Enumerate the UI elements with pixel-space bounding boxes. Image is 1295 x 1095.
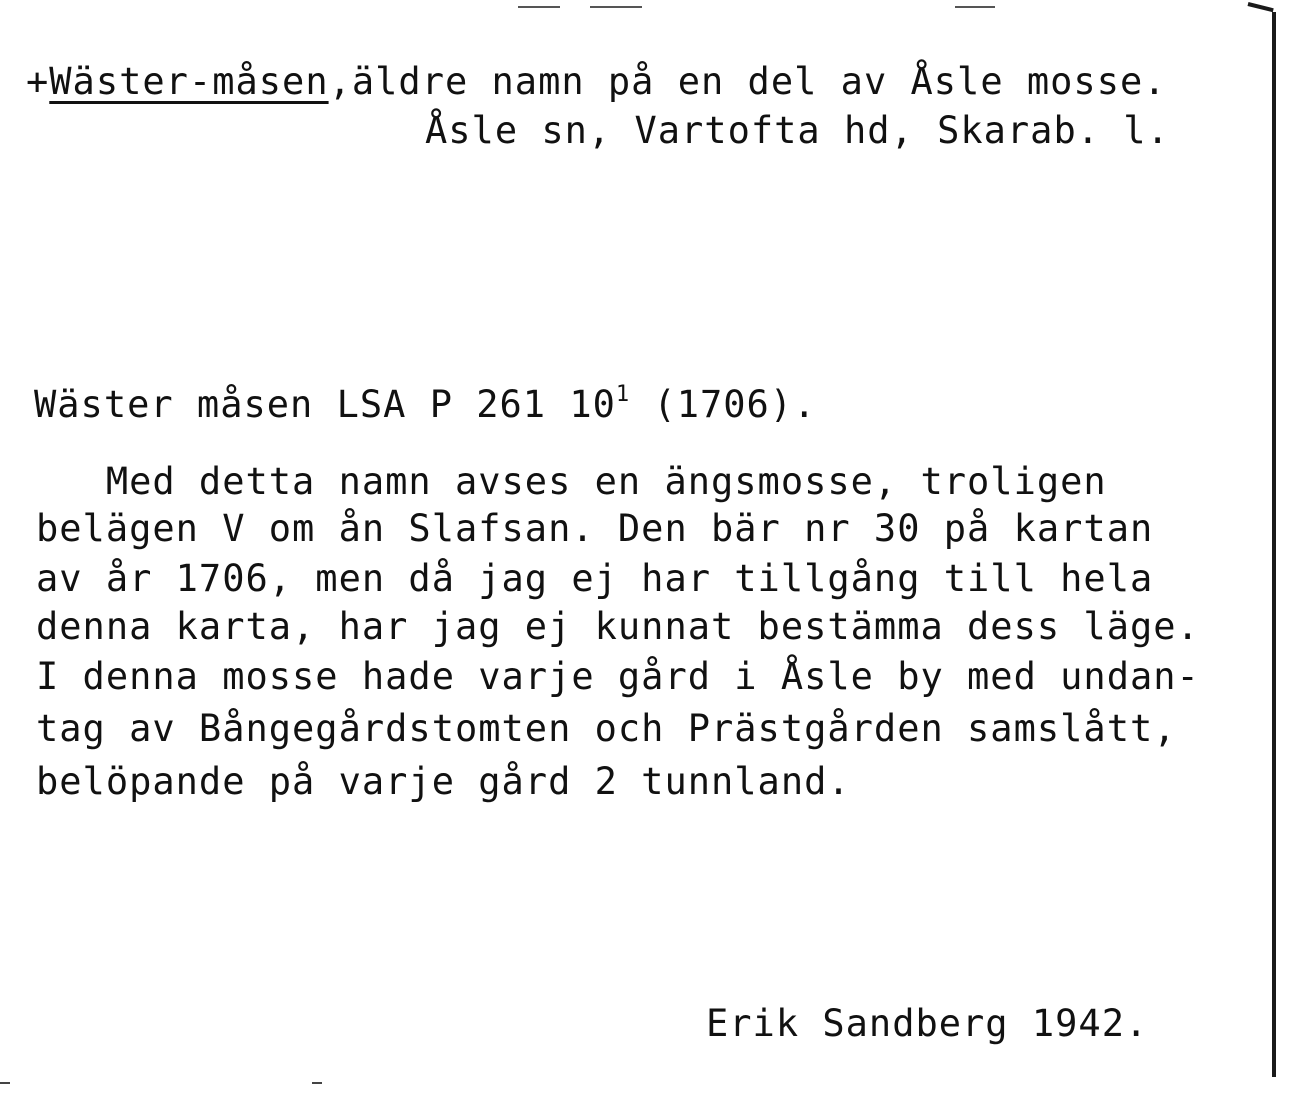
heading-prefix: + xyxy=(26,60,50,103)
source-reference xyxy=(34,382,817,426)
source-text: Wäster måsen LSA P 261 10 xyxy=(34,383,616,426)
scan-mark xyxy=(0,1082,10,1084)
heading-definition: ,äldre namn på en del av Åsle mosse. xyxy=(328,60,1167,103)
card-edge-corner xyxy=(1248,2,1274,12)
scan-mark xyxy=(518,6,560,8)
body-line: av år 1706, men då jag ej har tillgång till hela xyxy=(36,557,1154,600)
signature: Erik Sandberg 1942. xyxy=(706,1002,1149,1045)
body-line: denna karta, har jag ej kunnat bestämma dess läge. xyxy=(36,605,1200,648)
body-line: tag av Bångegårdstomten och Prästgården samslått, xyxy=(36,707,1177,750)
location-line: Åsle sn, Vartofta hd, Skarab. l. xyxy=(425,109,1170,152)
scan-mark xyxy=(312,1082,322,1084)
scan-mark xyxy=(590,6,642,8)
source-year: (1706). xyxy=(630,383,817,426)
source-superscript: 1 xyxy=(615,382,631,407)
body-line: I denna mosse hade varje gård i Åsle by med undan- xyxy=(36,655,1200,698)
body-line: belöpande på varje gård 2 tunnland. xyxy=(36,760,851,803)
scan-mark xyxy=(955,6,995,8)
entry-heading xyxy=(26,60,1167,103)
body-line: Med detta namn avses en ängsmosse, troligen xyxy=(36,460,1107,503)
headword: Wäster-måsen xyxy=(49,60,329,103)
card-edge-right xyxy=(1272,12,1276,1077)
body-line: belägen V om ån Slafsan. Den bär nr 30 på kartan xyxy=(36,507,1154,550)
